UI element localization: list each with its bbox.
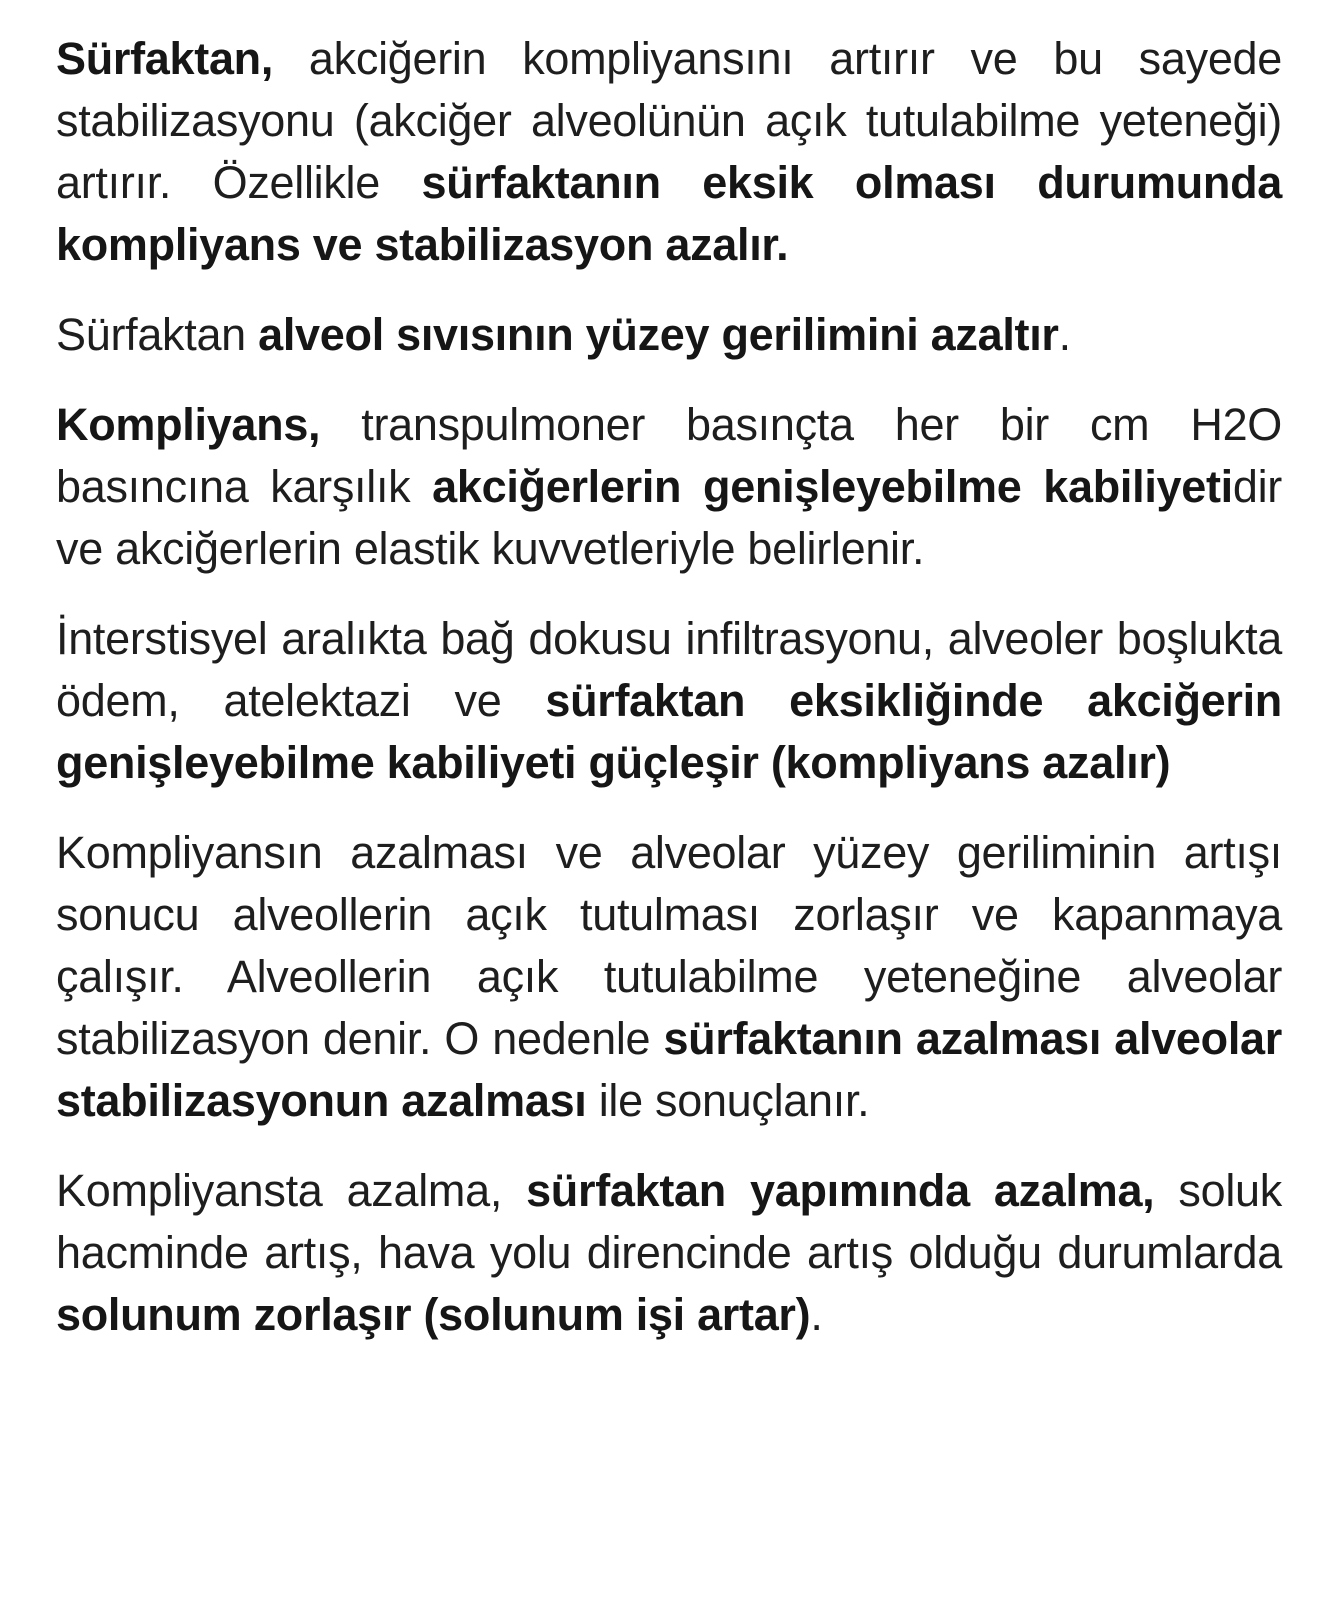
paragraph-surfactant-compliance (56, 28, 1282, 276)
body-text: İnterstisyel aralıkta bağ dokusu infiltrasyonu, alveoler boşlukta ödem, atelektazi ve (56, 613, 1282, 726)
paragraph-compliance-definition (56, 394, 1282, 580)
paragraph-interstitial (56, 608, 1282, 794)
paragraph-work-of-breathing (56, 1160, 1282, 1346)
body-text: Kompliyansta azalma, (56, 1165, 527, 1216)
bold-term: sürfaktanın azalması alveolar stabilizasyonun azalması (56, 1013, 1282, 1126)
body-text: akciğerin kompliyansını artırır ve bu sayede stabilizasyonu (akciğer alveolünün açık tutulabilme yeteneği) artırır. Özellikle (56, 33, 1282, 208)
body-text: ile sonuçlanır. (586, 1075, 870, 1126)
paragraph-surface-tension (56, 304, 1282, 366)
paragraph-alveolar-stabilization (56, 822, 1282, 1132)
bold-term: solunum zorlaşır (solunum işi artar) (56, 1289, 811, 1340)
body-text: . (810, 1289, 823, 1340)
bold-term: sürfaktan yapımında azalma, (526, 1165, 1155, 1216)
body-text: dir ve akciğerlerin elastik kuvvetleriyle belirlenir. (56, 461, 1282, 574)
bold-term: alveol sıvısının yüzey gerilimini azaltır (258, 309, 1059, 360)
bold-term: sürfaktanın eksik olması durumunda kompliyans ve stabilizasyon azalır. (56, 157, 1282, 270)
bold-term: Sürfaktan, (56, 33, 274, 84)
bold-term: Kompliyans, (56, 399, 321, 450)
body-text: Kompliyansın azalması ve alveolar yüzey geriliminin artışı sonucu alveollerin açık tutulması zorlaşır ve kapanmaya çalışır. Alveollerin açık tutulabilme yeteneğine alveolar stabilizasyon denir. O nedenle (56, 827, 1282, 1064)
bold-term: sürfaktan eksikliğinde akciğerin genişleyebilme kabiliyeti güçleşir (kompliyans azalır) (56, 675, 1282, 788)
body-text: Sürfaktan (56, 309, 259, 360)
body-text: soluk hacminde artış, hava yolu direncinde artış olduğu durumlarda (56, 1165, 1282, 1278)
bold-term: akciğerlerin genişleyebilme kabiliyeti (432, 461, 1233, 512)
body-text: . (1058, 309, 1071, 360)
body-text: transpulmoner basınçta her bir cm H2O basıncına karşılık (56, 399, 1282, 512)
